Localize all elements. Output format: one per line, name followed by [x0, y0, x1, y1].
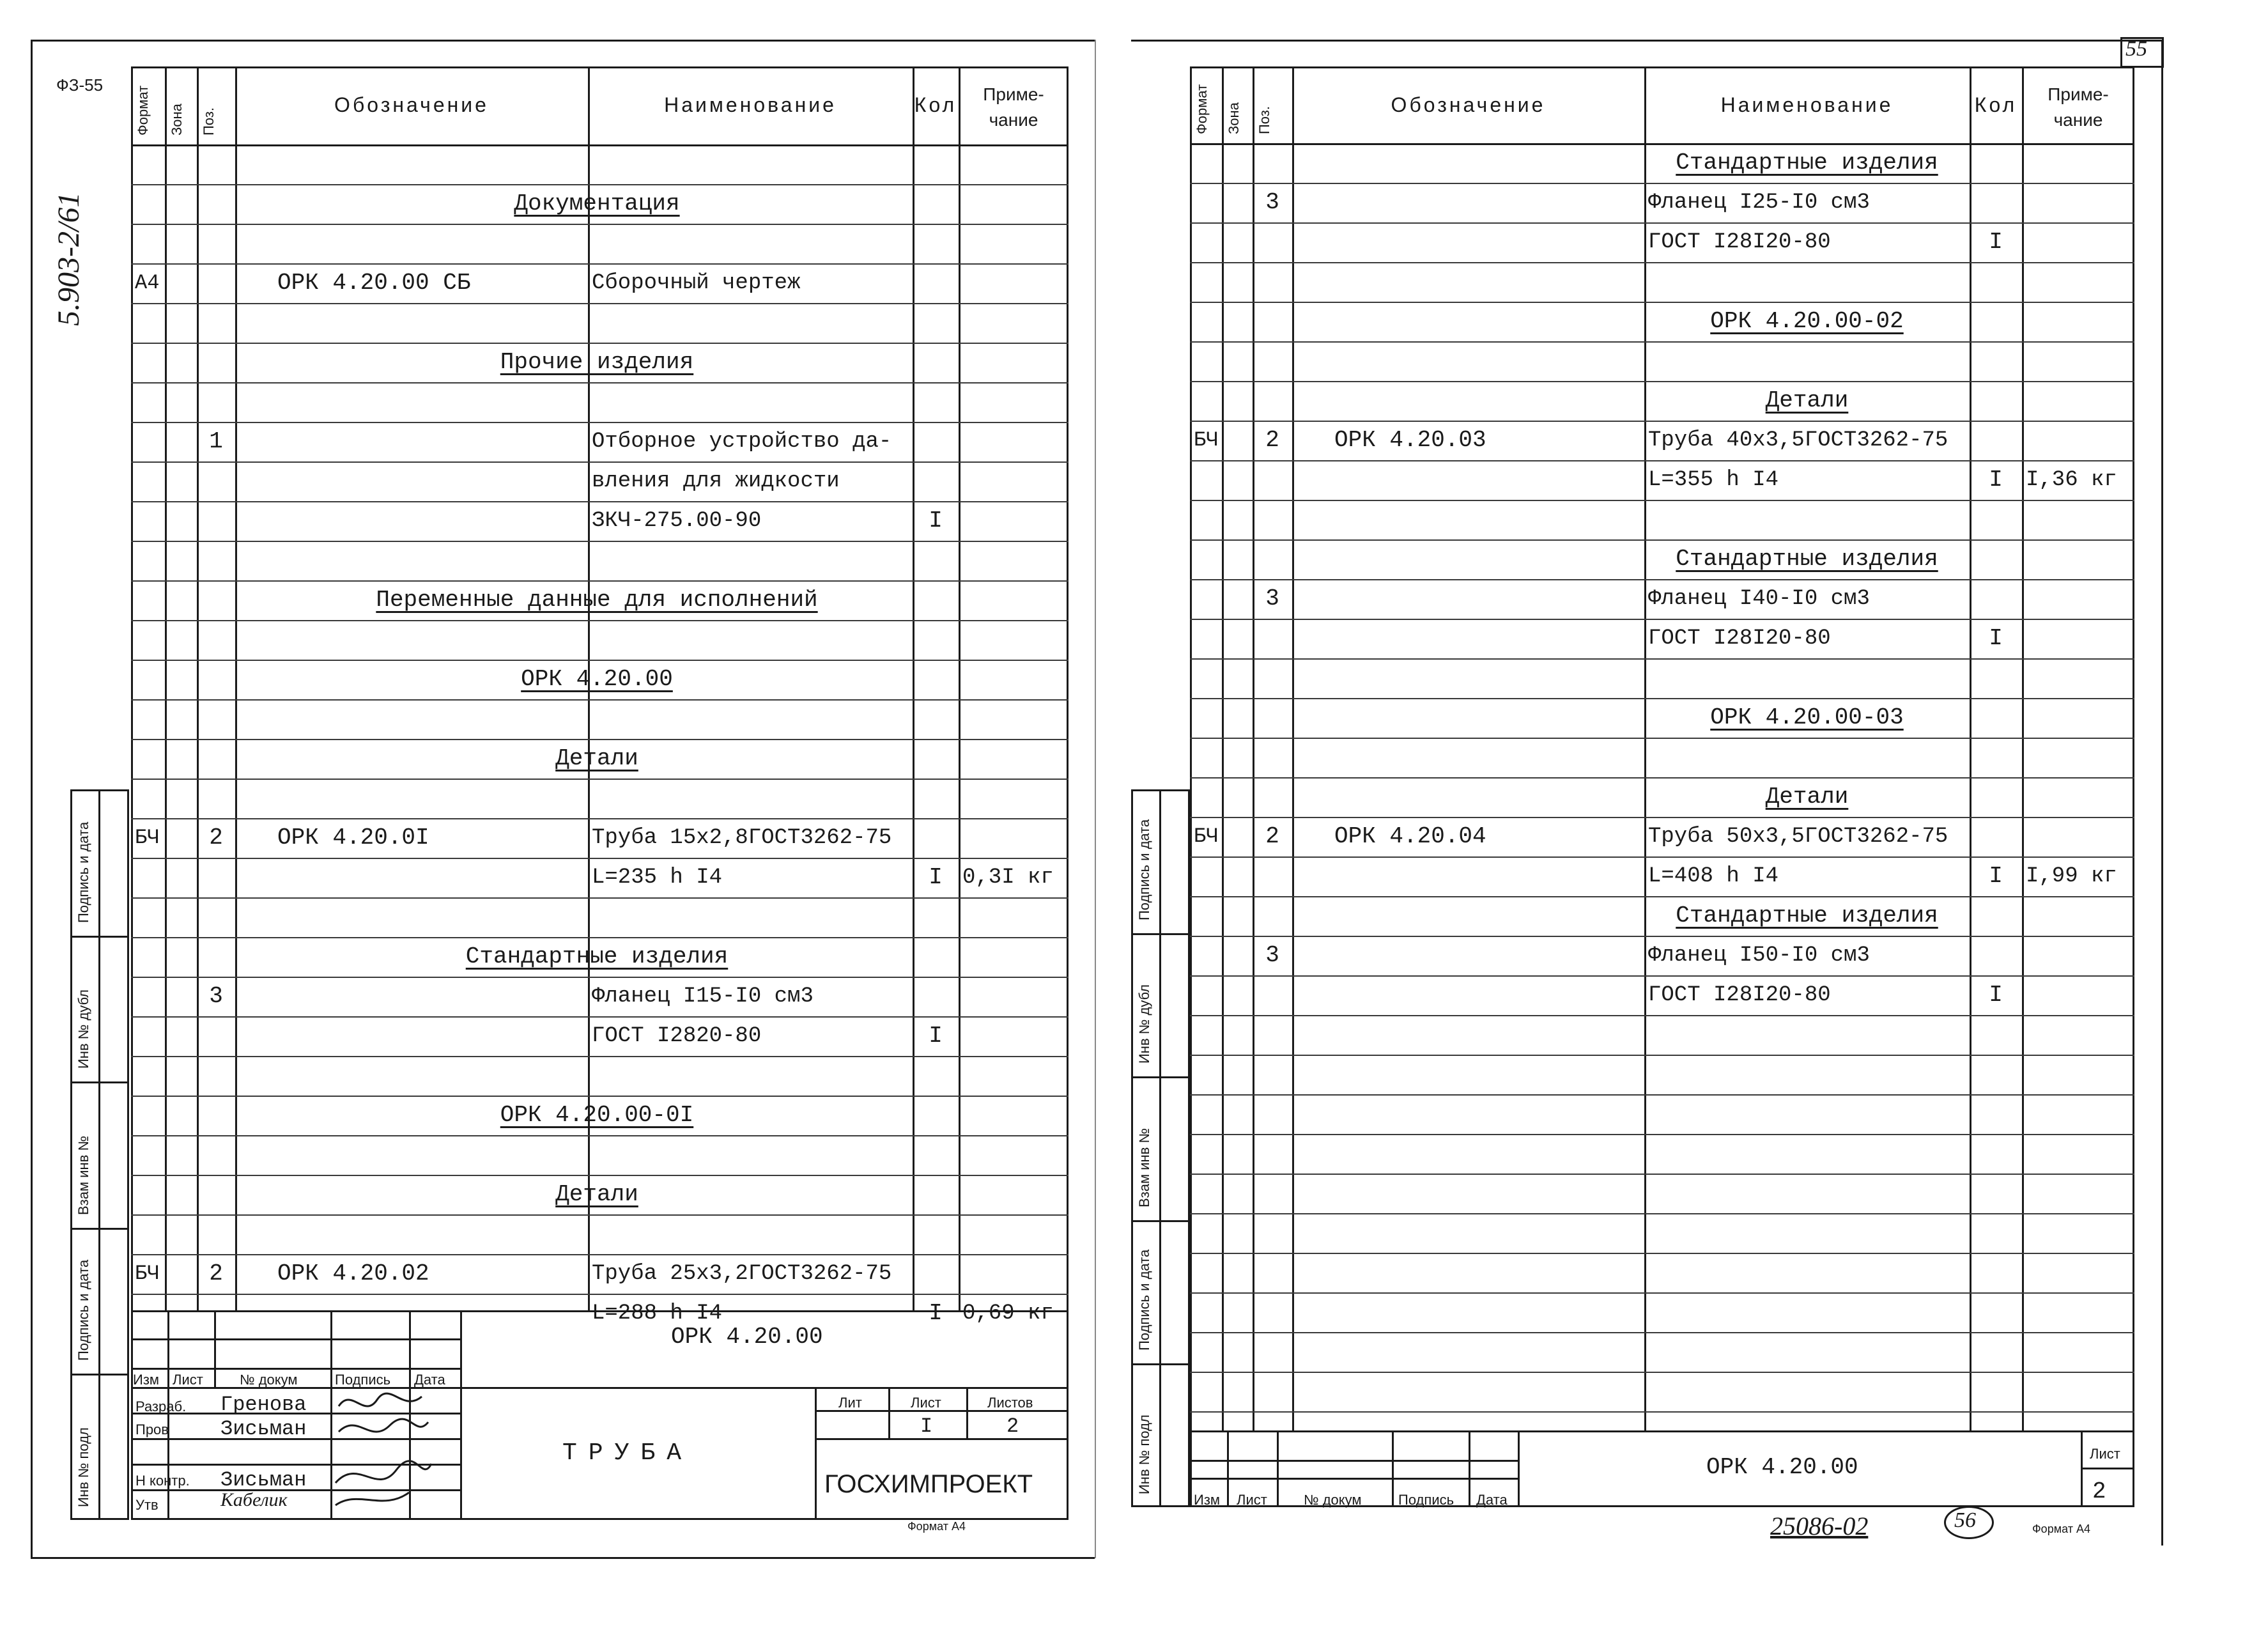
right-sheet-value: 2	[2092, 1478, 2106, 1505]
left-role-approve: Утв	[135, 1497, 158, 1513]
left-side-stamp-divider	[98, 789, 100, 1520]
left-role-check: Пров	[135, 1422, 169, 1437]
right_sheet-cell-name: Труба 50х3,5ГОСТ3262-75	[1648, 825, 1948, 849]
right_sheet-row-rule	[1190, 658, 2134, 660]
right_sheet-cell-format: БЧ	[1194, 428, 1219, 452]
archive-number: 25086-02	[1770, 1512, 1869, 1540]
right_sheet-cell-name: Фланец I25-I0 см3	[1648, 190, 1870, 215]
right_sheet-row-rule	[1190, 421, 2134, 422]
left-sheet-left-edge	[31, 40, 33, 1558]
left-sheets-value: 2	[1007, 1414, 1019, 1438]
right-col-izm: Изм	[1194, 1492, 1221, 1508]
left-side-stamp-label: Инв № дубл	[75, 989, 91, 1069]
right_sheet-cell-note: I,99 кг	[2026, 864, 2117, 888]
right-sheet-top-edge	[1131, 40, 2161, 42]
left_sheet-cell-name: ЗКЧ-275.00-90	[592, 509, 762, 533]
right_sheet-cell-qty: I	[1989, 863, 2003, 889]
right-sheet-right-edge	[2161, 40, 2163, 1546]
right-side-stamp-label: Подпись и дата	[1136, 1250, 1152, 1351]
right-sheet-label: Лист	[2090, 1446, 2120, 1462]
right_sheet-cell-name: Труба 40х3,5ГОСТ3262-75	[1648, 428, 1948, 453]
left_sheet-section-heading: Прочие изделия	[500, 349, 694, 375]
right_sheet-cell-designation: ОРК 4.20.04	[1334, 823, 1486, 849]
right_sheet-row-rule	[1190, 579, 2134, 580]
right_sheet-section-heading: Детали	[1765, 387, 1849, 414]
left_sheet-header-name: Наименование	[664, 93, 837, 116]
right_sheet-cell-pos: 3	[1265, 585, 1279, 612]
right_sheet-row-rule	[1190, 262, 2134, 263]
left_sheet-cell-format: БЧ	[135, 1262, 160, 1285]
right_sheet-row-rule	[1190, 896, 2134, 897]
left_sheet-cell-pos: 1	[209, 428, 223, 454]
right_sheet-section-heading: Стандартные изделия	[1676, 150, 1938, 176]
left_sheet-cell-qty: I	[929, 864, 943, 890]
left-format-note: Формат А4	[907, 1520, 966, 1533]
right_sheet-titleblock-line	[1190, 1430, 2134, 1432]
left-side-stamp-rule	[70, 1081, 129, 1083]
left-signatures	[332, 1387, 435, 1515]
right-side-stamp-label: Подпись и дата	[1136, 819, 1152, 920]
right_sheet-row-rule	[1190, 1094, 2134, 1096]
right_sheet-row-rule	[1190, 1213, 2134, 1214]
left-side-stamp-label: Подпись и дата	[75, 1260, 91, 1361]
left_sheet-cell-qty: I	[929, 1023, 943, 1049]
right_sheet-cell-qty: I	[1989, 467, 2003, 493]
right_sheet-row-rule	[1190, 975, 2134, 977]
right-col-list: Лист	[1237, 1492, 1267, 1508]
left_sheet-header-pos: Поз.	[201, 107, 217, 136]
right_sheet-row-rule	[1190, 817, 2134, 818]
left_sheet-cell-name: L=288 h I4	[592, 1301, 723, 1326]
right_sheet-section-heading: Детали	[1765, 784, 1849, 810]
right-side-stamp-label: Инв № дубл	[1136, 984, 1152, 1064]
right_sheet-row-rule	[1190, 500, 2134, 501]
left_sheet-section-heading: Переменные данные для исполнений	[376, 587, 818, 613]
left-title: ТРУБА	[562, 1439, 693, 1467]
left_sheet-cell-name: Сборочный чертеж	[592, 271, 801, 295]
left_sheet-cell-pos: 2	[209, 825, 223, 851]
right_sheet-section-heading: Стандартные изделия	[1676, 903, 1938, 929]
right_sheet-header-name: Наименование	[1720, 93, 1894, 116]
right_sheet-col-divider	[1253, 66, 1254, 1430]
left_sheet-cell-note: 0,3I кг	[962, 865, 1054, 890]
left_sheet-section-heading: ОРК 4.20.00	[521, 666, 673, 692]
left_sheet-section-heading: Детали	[555, 1181, 638, 1207]
right_sheet-titleblock-line	[1277, 1430, 1279, 1507]
right_sheet-cell-name: ГОСТ I28I20-80	[1648, 230, 1831, 254]
right-side-stamp-rule	[1131, 1076, 1190, 1078]
left-side-stamp-rule	[70, 1228, 129, 1230]
right_sheet-row-rule	[1190, 856, 2134, 858]
right_sheet-section-heading: Стандартные изделия	[1676, 546, 1938, 572]
right_sheet-titleblock-line	[1392, 1430, 1394, 1507]
left_sheet-header-qty: Кол	[914, 93, 957, 116]
right_sheet-row-rule	[1190, 222, 2134, 224]
left_sheet-cell-name: вления для жидкости	[592, 469, 840, 493]
right_sheet-header-note1: Приме-	[2048, 84, 2109, 104]
left_sheet-header-zone: Зона	[169, 104, 185, 136]
right_sheet-titleblock-line	[1518, 1430, 1520, 1507]
left-sheets-label: Листов	[987, 1395, 1033, 1411]
right_sheet-row-rule	[1190, 698, 2134, 699]
right-side-stamp-divider	[1159, 789, 1161, 1507]
right_sheet-cell-format: БЧ	[1194, 825, 1219, 848]
right_sheet-cell-qty: I	[1989, 625, 2003, 651]
right_sheet-header-pos: Поз.	[1256, 106, 1272, 134]
left-role-ncontrol: Н контр.	[135, 1473, 190, 1489]
right_sheet-col-divider	[2022, 66, 2024, 1430]
left-side-stamp-rule	[70, 1374, 129, 1375]
right_sheet-cell-pos: 3	[1265, 189, 1279, 215]
left-col-date: Дата	[414, 1372, 445, 1388]
left_sheet-cell-note: 0,69 кг	[962, 1301, 1054, 1326]
left_sheet-cell-designation: ОРК 4.20.02	[277, 1260, 429, 1287]
left-col-list: Лист	[173, 1372, 203, 1388]
right_sheet-row-rule	[1190, 1292, 2134, 1294]
left_sheet-cell-name: L=235 h I4	[592, 865, 723, 890]
sheet-divider	[1095, 40, 1096, 1558]
right_sheet-header-format: Формат	[1194, 84, 1210, 134]
left_sheet-header-designation: Обозначение	[334, 93, 489, 116]
left_sheet-header-note1: Приме-	[983, 84, 1044, 104]
right_sheet-header-qty: Кол	[1974, 93, 2017, 116]
left-doc-code: ОРК 4.20.00	[671, 1324, 823, 1350]
left_sheet-section-heading: ОРК 4.20.00-0I	[500, 1102, 694, 1128]
right_sheet-row-rule	[1190, 302, 2134, 303]
left_sheet-section-heading: Документация	[514, 190, 680, 217]
right_sheet-section-heading: ОРК 4.20.00-03	[1710, 704, 1904, 731]
right_sheet-cell-name: Фланец I50-I0 см3	[1648, 943, 1870, 968]
left-sheet-label: Лист	[911, 1395, 941, 1411]
left_sheet-section-heading: Стандартные изделия	[465, 943, 729, 970]
right_sheet-cell-note: I,36 кг	[2026, 468, 2117, 492]
right_sheet-cell-designation: ОРК 4.20.03	[1334, 427, 1486, 453]
right_sheet-cell-qty: I	[1989, 229, 2003, 255]
right_sheet-row-rule	[1190, 777, 2134, 779]
left_sheet-header-format: Формат	[135, 85, 151, 136]
right_sheet-row-rule	[1190, 1174, 2134, 1175]
right_sheet-titleblock-line	[2081, 1468, 2134, 1469]
left_sheet-cell-name: ГОСТ I2820-80	[592, 1024, 762, 1048]
right_sheet-cell-qty: I	[1989, 982, 2003, 1008]
margin-handwritten-number: 5.903-2/61	[52, 192, 86, 326]
right_sheet-row-rule	[1190, 1253, 2134, 1254]
left-col-izm: Изм	[133, 1372, 160, 1388]
left-col-doc: № докум	[240, 1372, 298, 1388]
left_sheet-cell-qty: I	[929, 1300, 943, 1326]
left_sheet-cell-pos: 2	[209, 1260, 223, 1287]
right_sheet-row-rule	[1190, 1134, 2134, 1135]
left-name-dev: Гренова	[220, 1393, 307, 1416]
right-side-stamp-rule	[1131, 1220, 1190, 1222]
right-side-stamp-label: Взам инв №	[1136, 1127, 1152, 1207]
right_sheet-col-divider	[1970, 66, 1971, 1430]
left_sheet-cell-name: Труба 25х3,2ГОСТ3262-75	[592, 1262, 892, 1286]
left-org: ГОСХИМПРОЕКТ	[824, 1470, 1033, 1498]
left-side-stamp-label: Взам инв №	[75, 1135, 91, 1215]
left-sheet-bottom-edge	[31, 1557, 1095, 1559]
right_sheet-row-rule	[1190, 341, 2134, 343]
right_sheet-header-note2: чание	[2053, 110, 2103, 130]
right_sheet-titleblock-line	[1227, 1430, 1229, 1507]
right_sheet-row-rule	[1190, 738, 2134, 739]
right_sheet-row-rule	[1190, 460, 2134, 461]
left-lit-label: Лит	[838, 1395, 862, 1411]
left_sheet-header-note2: чание	[989, 110, 1038, 130]
left_sheet-cell-pos: 3	[209, 983, 223, 1009]
right_sheet-row-rule	[1190, 1372, 2134, 1373]
right_sheet-section-heading: ОРК 4.20.00-02	[1710, 308, 1904, 334]
right_sheet-row-rule	[1190, 381, 2134, 382]
right_sheet-row-rule	[1190, 1015, 2134, 1016]
right_sheet-col-divider	[1222, 66, 1224, 1430]
right-col-date: Дата	[1476, 1492, 1508, 1508]
left_sheet-cell-designation: ОРК 4.20.00 СБ	[277, 270, 471, 296]
right_sheet-cell-pos: 2	[1265, 823, 1279, 849]
left-side-stamp-label: Инв № подл	[75, 1427, 91, 1507]
right_sheet-row-rule	[1190, 619, 2134, 620]
left-col-sign: Подпись	[335, 1372, 391, 1388]
right-side-stamp-rule	[1131, 933, 1190, 935]
right-col-sign: Подпись	[1398, 1492, 1454, 1508]
left_sheet-cell-name: Фланец I15-I0 см3	[592, 984, 814, 1009]
right_sheet-header-rule	[1190, 143, 2134, 145]
left-name-approve: Кабелик	[220, 1489, 288, 1510]
left_sheet-cell-qty: I	[929, 508, 943, 534]
right_sheet-cell-name: Фланец I40-I0 см3	[1648, 587, 1870, 611]
right_sheet-row-rule	[1190, 1411, 2134, 1413]
right_sheet-col-divider	[1292, 66, 1294, 1430]
right_sheet-cell-name: ГОСТ I28I20-80	[1648, 626, 1831, 651]
right_sheet-row-rule	[1190, 1055, 2134, 1056]
right_sheet-cell-pos: 2	[1265, 427, 1279, 453]
right_sheet-titleblock-line	[1469, 1430, 1470, 1507]
right-format-note: Формат А4	[2032, 1523, 2090, 1535]
right_sheet-col-divider	[1644, 66, 1646, 1430]
left_sheet-cell-format: А4	[135, 271, 160, 295]
right-side-stamp-label: Инв № подл	[1136, 1414, 1152, 1494]
archive-circle-number: 56	[1954, 1508, 1976, 1532]
left-side-stamp-rule	[70, 936, 129, 938]
left-role-dev: Разраб.	[135, 1399, 187, 1414]
left_sheet-cell-format: БЧ	[135, 826, 160, 849]
right-side-stamp-rule	[1131, 1363, 1190, 1365]
right_sheet-row-rule	[1190, 936, 2134, 937]
right_sheet-cell-name: L=355 h I4	[1648, 468, 1779, 492]
left-name-check: Зисьман	[220, 1417, 307, 1441]
left_sheet-cell-name: Отборное устройство да-	[592, 430, 892, 454]
left_sheet-cell-name: Труба 15х2,8ГОСТ3262-75	[592, 826, 892, 850]
right_sheet-row-rule	[1190, 539, 2134, 541]
left-side-stamp-label: Подпись и дата	[75, 821, 91, 923]
right_sheet-cell-pos: 3	[1265, 942, 1279, 968]
right_sheet-row-rule	[1190, 1332, 2134, 1333]
right_sheet-header-designation: Обозначение	[1391, 93, 1546, 116]
right_sheet-row-rule	[1190, 183, 2134, 184]
left-sheet-top-edge	[31, 40, 1095, 42]
right-doc-code: ОРК 4.20.00	[1706, 1454, 1858, 1480]
margin-code: ФЗ-55	[56, 75, 104, 95]
page-number: 55	[2125, 37, 2147, 61]
right-col-doc: № докум	[1304, 1492, 1362, 1508]
right_sheet-cell-name: ГОСТ I28I20-80	[1648, 983, 1831, 1007]
left_sheet-cell-designation: ОРК 4.20.0I	[277, 825, 429, 851]
left-name-ncontrol: Зисьман	[220, 1468, 307, 1492]
left-sheet-value: I	[920, 1414, 933, 1438]
right_sheet-cell-name: L=408 h I4	[1648, 864, 1779, 888]
left_sheet-section-heading: Детали	[555, 745, 638, 771]
right_sheet-header-zone: Зона	[1226, 102, 1242, 134]
